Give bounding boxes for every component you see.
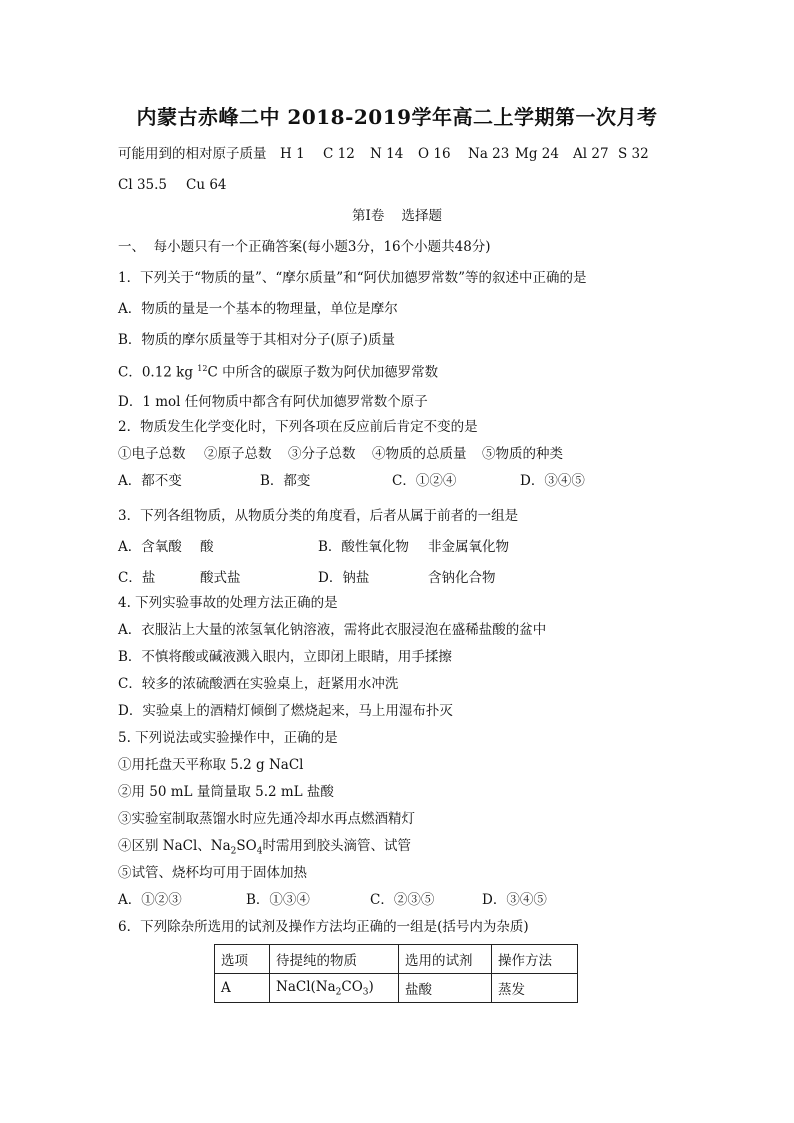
q5-option-d: D．③④⑤: [482, 892, 547, 908]
q2-item-2: ②原子总数: [204, 446, 272, 462]
q3-option-b: B．酸性氧化物: [318, 539, 409, 555]
substance-mid: CO: [341, 978, 363, 995]
q1-option-c: [118, 365, 438, 380]
q2-option-d: D．③④⑤: [520, 473, 585, 489]
q5-option-b: B．①③④: [246, 892, 310, 908]
atomic-mass-s: S 32: [618, 146, 649, 162]
q4-stem: 4. 下列实验事故的处理方法正确的是: [118, 595, 338, 611]
q5-item-5: ⑤试管、烧杯均可用于固体加热: [118, 865, 307, 881]
table-cell-method: 蒸发: [492, 974, 578, 1003]
q2-option-b: B．都变: [260, 473, 311, 489]
atomic-mass-al: Al 27: [573, 146, 609, 162]
table-cell-substance: [270, 974, 399, 1003]
q5-item-4-pre: ④区别 NaCl、Na: [118, 838, 231, 854]
q3-option-d-2: 含钠化合物: [428, 570, 496, 586]
atomic-mass-na: Na 23: [468, 146, 510, 162]
q5-item-3: ③实验室制取蒸馏水时应先通冷却水再点燃酒精灯: [118, 811, 415, 827]
q3-row-cd: [118, 572, 678, 588]
q3-option-c-2: 酸式盐: [200, 570, 241, 586]
atomic-mass-h: H 1: [280, 146, 305, 162]
instruction: 一、 每小题只有一个正确答案(每小题3分，16个小题共48分): [118, 239, 491, 255]
q3-option-a-2: 酸: [200, 539, 214, 555]
q1-option-c-pre: C．0.12 kg: [118, 364, 198, 381]
table-header-method: 操作方法: [492, 945, 578, 974]
table-row: [215, 974, 578, 1003]
q1-option-c-post: C 中所含的碳原子数为阿伏加德罗常数: [207, 364, 439, 381]
table-cell-option: A: [215, 974, 270, 1003]
q4-option-b: B．不慎将酸或碱液溅入眼内，立即闭上眼睛，用手揉擦: [118, 649, 452, 665]
substance-sub1: 2: [335, 987, 342, 998]
substance-sub2: 3: [362, 987, 369, 998]
q1-option-b: B．物质的摩尔质量等于其相对分子(原子)质量: [118, 332, 395, 348]
atomic-mass-label: 可能用到的相对原子质量: [118, 146, 267, 162]
q2-items: [118, 448, 678, 464]
q3-option-b-2: 非金属氧化物: [428, 539, 509, 555]
q4-option-c: C．较多的浓硫酸洒在实验桌上，赶紧用水冲洗: [118, 676, 399, 692]
q5-stem: 5. 下列说法或实验操作中，正确的是: [118, 730, 338, 746]
q1-option-a: A．物质的量是一个基本的物理量，单位是摩尔: [118, 301, 398, 317]
atomic-mass-cl: Cl 35.5: [118, 177, 167, 193]
q3-stem: 3．下列各组物质，从物质分类的角度看，后者从属于前者的一组是: [118, 508, 519, 524]
q1-option-d: D．1 mol 任何物质中都含有阿伏加德罗常数个原子: [118, 394, 428, 410]
q4-option-d: D．实验桌上的酒精灯倾倒了燃烧起来，马上用湿布扑灭: [118, 703, 453, 719]
table-header-reagent: 选用的试剂: [399, 945, 492, 974]
table-header-option: 选项: [215, 945, 270, 974]
q5-item-4-mid: SO: [236, 838, 257, 854]
q5-item-4-sub1: 2: [230, 846, 237, 857]
q5-item-4-post: 时需用到胶头滴管、试管: [262, 838, 411, 854]
atomic-mass-n: N 14: [370, 146, 404, 162]
q1-option-c-isotope: 12: [197, 364, 208, 373]
atomic-mass-c: C 12: [323, 146, 355, 162]
q2-option-a: A．都不变: [118, 473, 182, 489]
table-cell-reagent: 盐酸: [399, 974, 492, 1003]
q4-option-a: A．衣服沾上大量的浓氢氧化钠溶液，需将此衣服浸泡在盛稀盐酸的盆中: [118, 622, 547, 638]
q2-item-4: ④物质的总质量: [372, 446, 467, 462]
q2-stem: 2．物质发生化学变化时，下列各项在反应前后肯定不变的是: [118, 419, 478, 435]
q2-item-3: ③分子总数: [288, 446, 356, 462]
q5-option-a: A．①②③: [118, 892, 182, 908]
q2-item-1: ①电子总数: [118, 446, 186, 462]
q3-option-a: A．含氧酸: [118, 539, 182, 555]
q3-row-ab: [118, 541, 678, 557]
substance-pre: NaCl(Na: [276, 978, 336, 995]
section-heading: 第Ⅰ卷 选择题: [352, 208, 442, 224]
substance-post: ): [368, 978, 374, 995]
atomic-mass-cu: Cu 64: [186, 177, 227, 193]
table-header-row: [215, 945, 578, 974]
q5-item-4-sub2: 4: [256, 846, 263, 857]
q5-option-c: C．②③⑤: [370, 892, 435, 908]
table-header-substance: 待提纯的物质: [270, 945, 399, 974]
atomic-mass-line: [118, 148, 738, 164]
q6-stem: 6．下列除杂所选用的试剂及操作方法均正确的一组是(括号内为杂质): [118, 919, 529, 935]
atomic-mass-o: O 16: [418, 146, 451, 162]
atomic-mass-line-2: [118, 179, 418, 195]
atomic-mass-mg: Mg 24: [515, 146, 559, 162]
q3-option-d: D．钠盐: [318, 570, 370, 586]
q2-option-c: C．①②④: [392, 473, 457, 489]
page-title: 内蒙古赤峰二中 2018-2019学年高二上学期第一次月考: [136, 105, 658, 129]
q5-item-4: [118, 840, 411, 857]
q1-stem: 1．下列关于“物质的量”、“摩尔质量”和“阿伏加德罗常数”等的叙述中正确的是: [118, 270, 587, 286]
q5-options: [118, 894, 678, 910]
q2-item-5: ⑤物质的种类: [482, 446, 563, 462]
q5-item-1: ①用托盘天平称取 5.2 g NaCl: [118, 757, 304, 773]
q3-option-c: C．盐: [118, 570, 156, 586]
q5-item-2: ②用 50 mL 量筒量取 5.2 mL 盐酸: [118, 784, 334, 800]
q6-table: [214, 944, 578, 1003]
q2-options: [118, 475, 678, 491]
